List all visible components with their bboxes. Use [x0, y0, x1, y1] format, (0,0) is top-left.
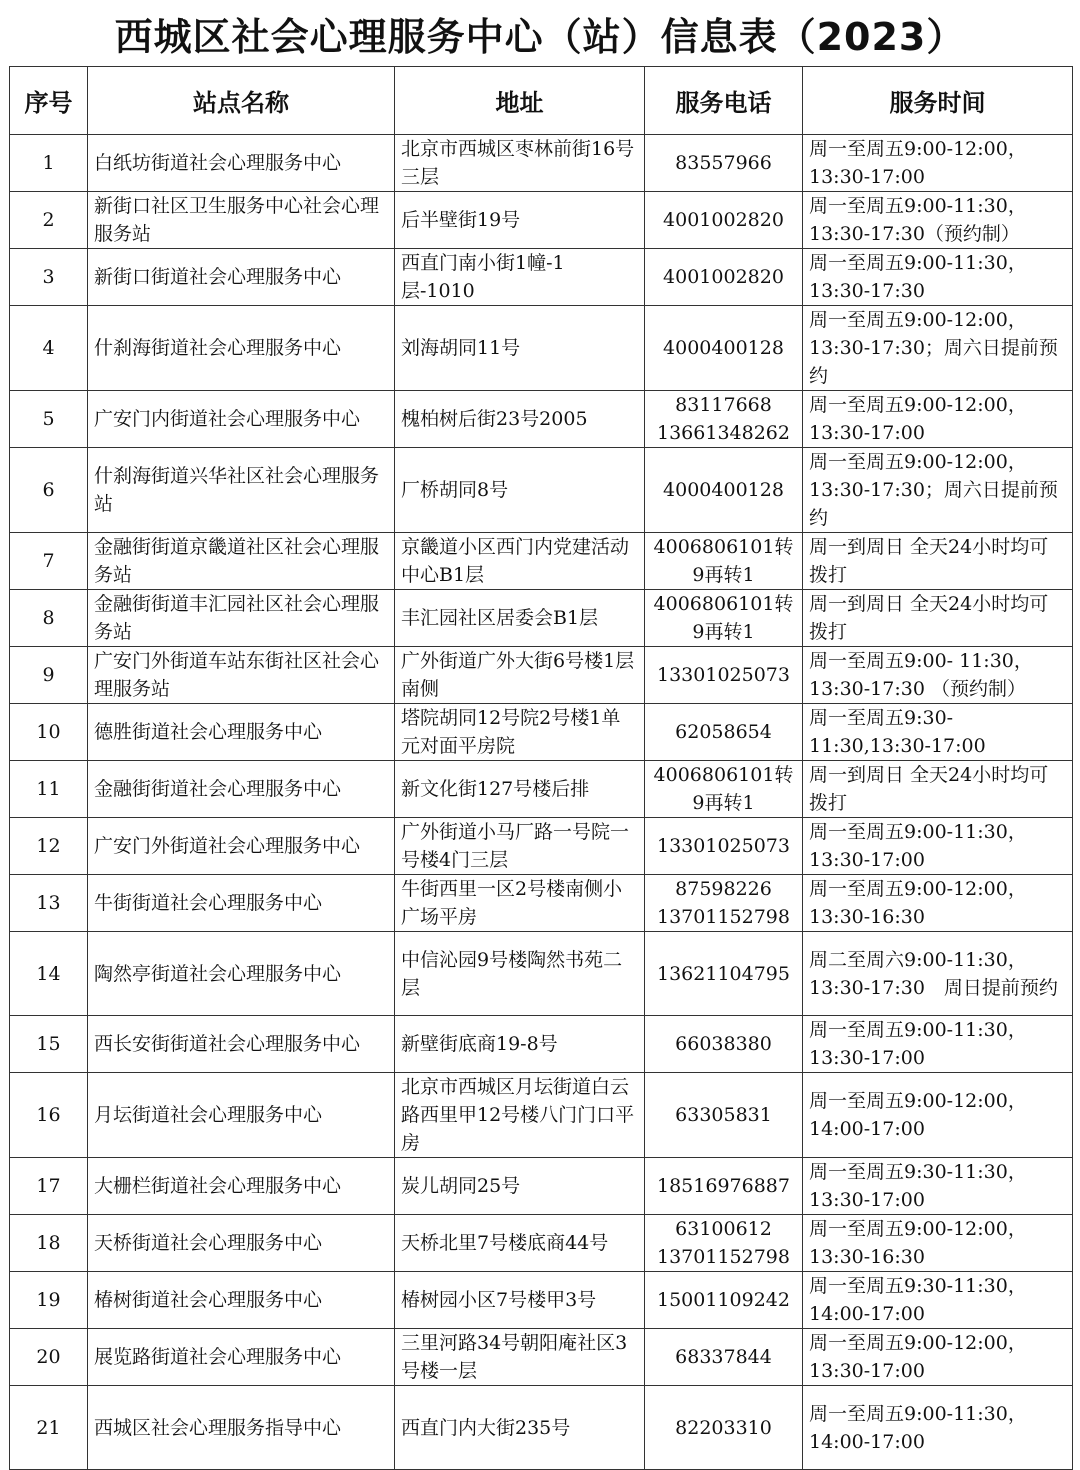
cell-name: 展览路街道社会心理服务中心 [88, 1329, 395, 1386]
cell-name: 牛街街道社会心理服务中心 [88, 875, 395, 932]
cell-phone: 4006806101转9再转1 [645, 533, 803, 590]
cell-no: 1 [10, 135, 88, 192]
header-name: 站点名称 [88, 67, 395, 135]
cell-phone: 18516976887 [645, 1158, 803, 1215]
cell-address: 西直门南小街1幢-1层-1010 [395, 249, 645, 306]
table-row [10, 1073, 1073, 1158]
cell-name: 金融街街道京畿道社区社会心理服务站 [88, 533, 395, 590]
cell-name: 白纸坊街道社会心理服务中心 [88, 135, 395, 192]
cell-no: 20 [10, 1329, 88, 1386]
cell-name: 新街口社区卫生服务中心社会心理服务站 [88, 192, 395, 249]
table-row [10, 647, 1073, 704]
cell-address: 天桥北里7号楼底商44号 [395, 1215, 645, 1272]
cell-no: 14 [10, 932, 88, 1016]
cell-address: 后半壁街19号 [395, 192, 645, 249]
table-row [10, 249, 1073, 306]
cell-phone: 4000400128 [645, 306, 803, 391]
cell-hours: 周一到周日 全天24小时均可拨打 [803, 761, 1073, 818]
table-row [10, 1329, 1073, 1386]
cell-hours: 周一至周五9:00-12:00，13:30-16:30 [803, 875, 1073, 932]
cell-phone: 4001002820 [645, 192, 803, 249]
cell-hours: 周一至周五9:00-12:00，13:30-17:00 [803, 1329, 1073, 1386]
cell-phone: 4000400128 [645, 448, 803, 533]
table-row [10, 818, 1073, 875]
cell-phone: 13621104795 [645, 932, 803, 1016]
cell-phone: 62058654 [645, 704, 803, 761]
cell-phone: 83117668 13661348262 [645, 391, 803, 448]
cell-hours: 周一至周五9:00-11:30，13:30-17:30 [803, 249, 1073, 306]
cell-phone: 87598226 13701152798 [645, 875, 803, 932]
cell-no: 3 [10, 249, 88, 306]
table-row [10, 590, 1073, 647]
cell-no: 19 [10, 1272, 88, 1329]
cell-phone: 63305831 [645, 1073, 803, 1158]
cell-phone: 4006806101转9再转1 [645, 590, 803, 647]
cell-name: 天桥街道社会心理服务中心 [88, 1215, 395, 1272]
cell-hours: 周一至周五9:30-11:30，14:00-17:00 [803, 1272, 1073, 1329]
cell-name: 金融街街道丰汇园社区社会心理服务站 [88, 590, 395, 647]
cell-no: 16 [10, 1073, 88, 1158]
cell-hours: 周一至周五9:30-11:30,13:30-17:00 [803, 704, 1073, 761]
cell-hours: 周一至周五9:30-11:30，13:30-17:00 [803, 1158, 1073, 1215]
cell-no: 21 [10, 1386, 88, 1470]
cell-name: 什刹海街道社会心理服务中心 [88, 306, 395, 391]
header-hours: 服务时间 [803, 67, 1073, 135]
cell-hours: 周一至周五9:00-11:30，13:30-17:30（预约制） [803, 192, 1073, 249]
cell-address: 牛街西里一区2号楼南侧小广场平房 [395, 875, 645, 932]
cell-name: 大栅栏街道社会心理服务中心 [88, 1158, 395, 1215]
cell-hours: 周一至周五9:00-12:00，13:30-17:00 [803, 135, 1073, 192]
cell-address: 北京市西城区月坛街道白云路西里甲12号楼八门门口平房 [395, 1073, 645, 1158]
cell-name: 新街口街道社会心理服务中心 [88, 249, 395, 306]
table-row [10, 932, 1073, 1016]
header-address: 地址 [395, 67, 645, 135]
header-phone: 服务电话 [645, 67, 803, 135]
cell-name: 金融街街道社会心理服务中心 [88, 761, 395, 818]
cell-address: 塔院胡同12号院2号楼1单元对面平房院 [395, 704, 645, 761]
cell-no: 9 [10, 647, 88, 704]
table-row [10, 1158, 1073, 1215]
cell-hours: 周一至周五9:00-12:00，13:30-17:30；周六日提前预约 [803, 448, 1073, 533]
cell-no: 5 [10, 391, 88, 448]
header-no: 序号 [10, 67, 88, 135]
cell-name: 月坛街道社会心理服务中心 [88, 1073, 395, 1158]
table-row [10, 391, 1073, 448]
cell-name: 西长安街街道社会心理服务中心 [88, 1016, 395, 1073]
cell-name: 广安门内街道社会心理服务中心 [88, 391, 395, 448]
cell-hours: 周一至周五9:00-12:00，13:30-16:30 [803, 1215, 1073, 1272]
cell-address: 北京市西城区枣林前街16号三层 [395, 135, 645, 192]
cell-no: 17 [10, 1158, 88, 1215]
header-row [10, 67, 1073, 135]
cell-address: 刘海胡同11号 [395, 306, 645, 391]
table-row [10, 306, 1073, 391]
cell-hours: 周一至周五9:00-11:30，14:00-17:00 [803, 1386, 1073, 1470]
cell-name: 椿树街道社会心理服务中心 [88, 1272, 395, 1329]
cell-no: 2 [10, 192, 88, 249]
cell-address: 椿树园小区7号楼甲3号 [395, 1272, 645, 1329]
cell-phone: 82203310 [645, 1386, 803, 1470]
cell-name: 陶然亭街道社会心理服务中心 [88, 932, 395, 1016]
cell-address: 新文化街127号楼后排 [395, 761, 645, 818]
cell-phone: 4001002820 [645, 249, 803, 306]
cell-no: 15 [10, 1016, 88, 1073]
cell-address: 广外街道广外大街6号楼1层南侧 [395, 647, 645, 704]
cell-no: 6 [10, 448, 88, 533]
cell-phone: 13301025073 [645, 818, 803, 875]
cell-address: 西直门内大街235号 [395, 1386, 645, 1470]
table-row [10, 1215, 1073, 1272]
cell-phone: 63100612 13701152798 [645, 1215, 803, 1272]
cell-no: 12 [10, 818, 88, 875]
cell-address: 中信沁园9号楼陶然书苑二层 [395, 932, 645, 1016]
cell-hours: 周一至周五9:00- 11:30，13:30-17:30 （预约制） [803, 647, 1073, 704]
cell-address: 槐柏树后街23号2005 [395, 391, 645, 448]
cell-hours: 周一到周日 全天24小时均可拨打 [803, 590, 1073, 647]
cell-phone: 13301025073 [645, 647, 803, 704]
cell-no: 8 [10, 590, 88, 647]
table-row [10, 448, 1073, 533]
cell-hours: 周一至周五9:00-12:00，13:30-17:00 [803, 391, 1073, 448]
cell-name: 德胜街道社会心理服务中心 [88, 704, 395, 761]
cell-phone: 83557966 [645, 135, 803, 192]
cell-hours: 周一到周日 全天24小时均可拨打 [803, 533, 1073, 590]
table-row [10, 1016, 1073, 1073]
cell-no: 13 [10, 875, 88, 932]
table-row [10, 192, 1073, 249]
cell-name: 什刹海街道兴华社区社会心理服务站 [88, 448, 395, 533]
cell-name: 广安门外街道车站东街社区社会心理服务站 [88, 647, 395, 704]
table-row [10, 135, 1073, 192]
cell-no: 4 [10, 306, 88, 391]
cell-phone: 68337844 [645, 1329, 803, 1386]
table-row [10, 1386, 1073, 1470]
cell-address: 炭儿胡同25号 [395, 1158, 645, 1215]
cell-no: 7 [10, 533, 88, 590]
cell-hours: 周一至周五9:00-12:00，13:30-17:30；周六日提前预约 [803, 306, 1073, 391]
cell-phone: 15001109242 [645, 1272, 803, 1329]
table-row [10, 875, 1073, 932]
cell-address: 新壁街底商19-8号 [395, 1016, 645, 1073]
cell-hours: 周一至周五9:00-12:00，14:00-17:00 [803, 1073, 1073, 1158]
table-row [10, 533, 1073, 590]
cell-phone: 4006806101转9再转1 [645, 761, 803, 818]
cell-hours: 周一至周五9:00-11:30，13:30-17:00 [803, 818, 1073, 875]
cell-no: 11 [10, 761, 88, 818]
cell-name: 西城区社会心理服务指导中心 [88, 1386, 395, 1470]
cell-name: 广安门外街道社会心理服务中心 [88, 818, 395, 875]
cell-phone: 66038380 [645, 1016, 803, 1073]
cell-address: 京畿道小区西门内党建活动中心B1层 [395, 533, 645, 590]
cell-address: 广外街道小马厂路一号院一号楼4门三层 [395, 818, 645, 875]
page-title: 西城区社会心理服务中心（站）信息表（2023） [114, 14, 966, 59]
cell-no: 18 [10, 1215, 88, 1272]
table-row [10, 704, 1073, 761]
cell-hours: 周一至周五9:00-11:30，13:30-17:00 [803, 1016, 1073, 1073]
table-row [10, 1272, 1073, 1329]
cell-address: 三里河路34号朝阳庵社区3号楼一层 [395, 1329, 645, 1386]
cell-hours: 周二至周六9:00-11:30，13:30-17:30 周日提前预约 [803, 932, 1073, 1016]
cell-address: 厂桥胡同8号 [395, 448, 645, 533]
cell-address: 丰汇园社区居委会B1层 [395, 590, 645, 647]
table-row [10, 761, 1073, 818]
info-table [9, 66, 1073, 1470]
cell-no: 10 [10, 704, 88, 761]
